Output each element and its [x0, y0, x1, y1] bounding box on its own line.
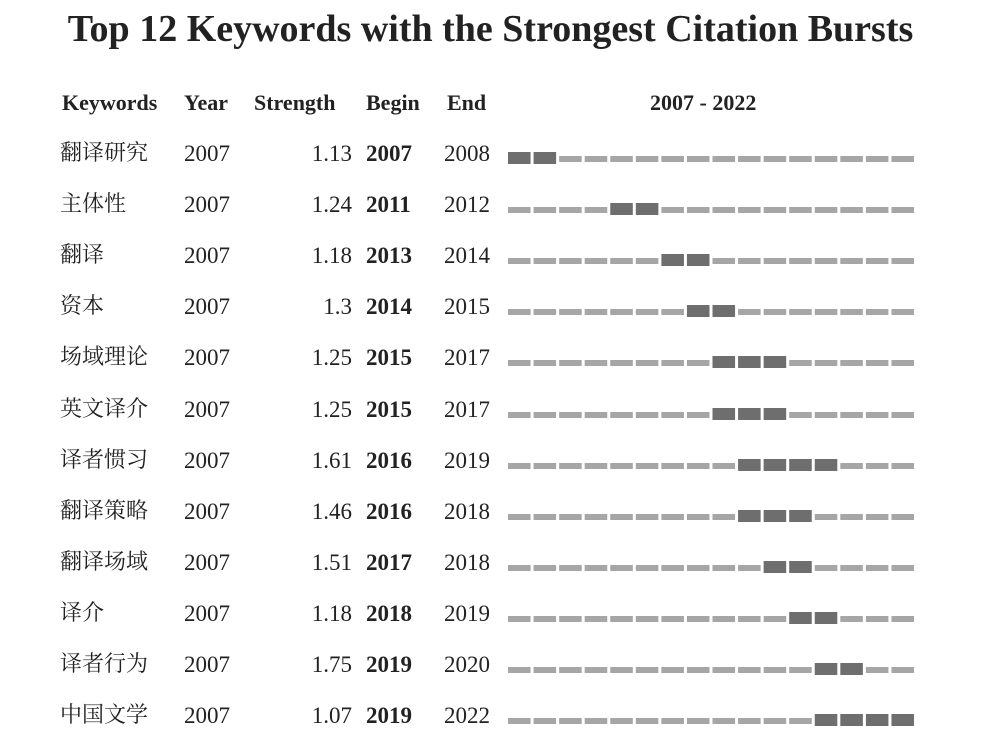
baseline-segment — [585, 616, 608, 622]
burst-segment — [738, 459, 761, 471]
baseline-segment — [866, 514, 889, 520]
burst-segment — [815, 459, 838, 471]
end-cell: 2022 — [444, 703, 490, 729]
baseline-segment — [789, 667, 812, 673]
strength-cell: 1.3 — [323, 294, 352, 320]
baseline-segment — [687, 207, 710, 213]
burst-segment — [815, 612, 838, 624]
baseline-segment — [534, 616, 557, 622]
table-row — [0, 190, 981, 241]
baseline-segment — [764, 156, 787, 162]
burst-timeline — [508, 343, 920, 373]
year-cell: 2007 — [184, 192, 230, 218]
baseline-segment — [610, 718, 633, 724]
end-cell: 2012 — [444, 192, 490, 218]
begin-cell: 2014 — [366, 294, 412, 320]
header-begin: Begin — [366, 90, 420, 115]
year-cell: 2007 — [184, 141, 230, 166]
burst-timeline — [508, 241, 920, 271]
baseline-segment — [840, 412, 863, 418]
keyword-cell: 译介 — [60, 600, 105, 626]
baseline-segment — [891, 309, 914, 315]
burst-timeline — [508, 701, 920, 731]
baseline-segment — [866, 207, 889, 213]
baseline-segment — [508, 258, 531, 264]
strength-cell: 1.13 — [311, 141, 352, 166]
end-cell: 2014 — [444, 243, 490, 269]
baseline-segment — [534, 667, 557, 673]
baseline-segment — [661, 718, 684, 724]
burst-segment — [661, 254, 684, 266]
baseline-segment — [815, 258, 838, 264]
baseline-segment — [559, 667, 582, 673]
table-row — [0, 241, 981, 292]
strength-cell: 1.25 — [311, 396, 352, 422]
baseline-segment — [891, 156, 914, 162]
baseline-segment — [534, 309, 557, 315]
burst-segment — [866, 714, 889, 726]
burst-segment — [789, 612, 812, 624]
baseline-segment — [585, 258, 608, 264]
baseline-segment — [815, 565, 838, 571]
year-cell: 2007 — [184, 600, 230, 626]
baseline-segment — [687, 616, 710, 622]
baseline-segment — [559, 412, 582, 418]
baseline-segment — [559, 156, 582, 162]
table-row — [0, 343, 981, 394]
baseline-segment — [661, 514, 684, 520]
header-strength: Strength — [254, 90, 336, 115]
baseline-segment — [610, 412, 633, 418]
burst-segment — [636, 203, 659, 215]
baseline-segment — [789, 156, 812, 162]
strength-cell: 1.46 — [311, 498, 352, 524]
baseline-segment — [713, 616, 736, 622]
baseline-segment — [891, 258, 914, 264]
baseline-segment — [764, 258, 787, 264]
year-cell: 2007 — [184, 703, 230, 729]
burst-timeline — [508, 190, 920, 220]
baseline-segment — [891, 565, 914, 571]
baseline-segment — [534, 718, 557, 724]
baseline-segment — [891, 412, 914, 418]
table-row — [0, 701, 981, 752]
baseline-segment — [610, 156, 633, 162]
baseline-segment — [559, 718, 582, 724]
baseline-segment — [866, 360, 889, 366]
baseline-segment — [585, 667, 608, 673]
burst-segment — [713, 408, 736, 420]
baseline-segment — [738, 309, 761, 315]
baseline-segment — [866, 412, 889, 418]
baseline-segment — [738, 667, 761, 673]
baseline-segment — [815, 309, 838, 315]
baseline-segment — [508, 360, 531, 366]
baseline-segment — [815, 207, 838, 213]
baseline-segment — [585, 514, 608, 520]
baseline-segment — [687, 718, 710, 724]
baseline-segment — [713, 156, 736, 162]
baseline-segment — [815, 514, 838, 520]
baseline-segment — [610, 616, 633, 622]
burst-timeline — [508, 650, 920, 680]
baseline-segment — [610, 258, 633, 264]
burst-timeline — [508, 139, 920, 169]
burst-segment — [840, 663, 863, 675]
burst-segment — [713, 305, 736, 317]
baseline-segment — [585, 207, 608, 213]
year-cell: 2007 — [184, 652, 230, 677]
keyword-cell: 资本 — [60, 294, 105, 320]
begin-cell: 2016 — [366, 447, 412, 473]
baseline-segment — [636, 463, 659, 469]
baseline-segment — [866, 309, 889, 315]
strength-cell: 1.24 — [311, 192, 352, 218]
table-row — [0, 446, 981, 497]
baseline-segment — [661, 360, 684, 366]
baseline-segment — [661, 616, 684, 622]
end-cell: 2015 — [444, 294, 490, 320]
begin-cell: 2011 — [366, 192, 411, 218]
baseline-segment — [840, 514, 863, 520]
baseline-segment — [840, 309, 863, 315]
baseline-segment — [508, 514, 531, 520]
baseline-segment — [891, 463, 914, 469]
baseline-segment — [661, 667, 684, 673]
baseline-segment — [534, 412, 557, 418]
baseline-segment — [636, 258, 659, 264]
keyword-cell: 场域理论 — [60, 345, 149, 371]
baseline-segment — [559, 258, 582, 264]
burst-timeline — [508, 599, 920, 629]
begin-cell: 2015 — [366, 396, 412, 422]
keyword-cell: 中国文学 — [60, 703, 149, 729]
baseline-segment — [508, 718, 531, 724]
burst-segment — [789, 459, 812, 471]
begin-cell: 2019 — [366, 652, 412, 677]
keyword-cell: 译者惯习 — [60, 447, 149, 473]
baseline-segment — [713, 565, 736, 571]
baseline-segment — [508, 616, 531, 622]
baseline-segment — [713, 667, 736, 673]
baseline-segment — [764, 207, 787, 213]
baseline-segment — [891, 514, 914, 520]
baseline-segment — [764, 616, 787, 622]
baseline-segment — [866, 616, 889, 622]
baseline-segment — [738, 258, 761, 264]
burst-segment — [738, 408, 761, 420]
burst-segment — [687, 254, 710, 266]
baseline-segment — [508, 412, 531, 418]
baseline-segment — [815, 412, 838, 418]
baseline-segment — [687, 463, 710, 469]
end-cell: 2017 — [444, 396, 490, 422]
baseline-segment — [840, 616, 863, 622]
baseline-segment — [789, 258, 812, 264]
strength-cell: 1.18 — [311, 243, 352, 269]
burst-segment — [840, 714, 863, 726]
baseline-segment — [508, 207, 531, 213]
year-cell: 2007 — [184, 345, 230, 371]
baseline-segment — [815, 156, 838, 162]
strength-cell: 1.07 — [311, 703, 352, 729]
year-cell: 2007 — [184, 294, 230, 320]
baseline-segment — [687, 412, 710, 418]
strength-cell: 1.51 — [311, 549, 352, 575]
keyword-cell: 翻译场域 — [60, 549, 149, 575]
baseline-segment — [636, 309, 659, 315]
baseline-segment — [534, 207, 557, 213]
strength-cell: 1.75 — [311, 652, 352, 677]
header-year: Year — [184, 90, 228, 115]
table-row — [0, 292, 981, 343]
table-row — [0, 497, 981, 548]
begin-cell: 2019 — [366, 703, 412, 729]
burst-segment — [738, 510, 761, 522]
keyword-cell: 翻译研究 — [60, 141, 149, 166]
year-cell: 2007 — [184, 498, 230, 524]
burst-timeline — [508, 548, 920, 578]
header-range: 2007 - 2022 — [650, 90, 757, 115]
baseline-segment — [636, 360, 659, 366]
baseline-segment — [636, 718, 659, 724]
year-cell: 2007 — [184, 447, 230, 473]
baseline-segment — [789, 360, 812, 366]
baseline-segment — [840, 565, 863, 571]
baseline-segment — [866, 565, 889, 571]
table-row — [0, 548, 981, 599]
baseline-segment — [738, 718, 761, 724]
burst-segment — [789, 510, 812, 522]
burst-segment — [534, 152, 557, 164]
baseline-segment — [508, 309, 531, 315]
baseline-segment — [661, 309, 684, 315]
baseline-segment — [840, 463, 863, 469]
burst-segment — [891, 714, 914, 726]
baseline-segment — [508, 463, 531, 469]
baseline-segment — [738, 565, 761, 571]
baseline-segment — [661, 463, 684, 469]
end-cell: 2019 — [444, 600, 490, 626]
baseline-segment — [636, 565, 659, 571]
baseline-segment — [687, 565, 710, 571]
baseline-segment — [891, 360, 914, 366]
baseline-segment — [636, 616, 659, 622]
baseline-segment — [559, 207, 582, 213]
burst-timeline — [508, 292, 920, 322]
baseline-segment — [610, 309, 633, 315]
burst-segment — [508, 152, 531, 164]
baseline-segment — [815, 360, 838, 366]
baseline-segment — [636, 667, 659, 673]
burst-timeline — [508, 395, 920, 425]
baseline-segment — [559, 565, 582, 571]
baseline-segment — [559, 514, 582, 520]
burst-segment — [738, 356, 761, 368]
baseline-segment — [508, 565, 531, 571]
chart-title: Top 12 Keywords with the Strongest Citation Bursts — [67, 8, 914, 50]
begin-cell: 2015 — [366, 345, 412, 371]
baseline-segment — [840, 258, 863, 264]
keyword-cell: 主体性 — [60, 192, 127, 218]
end-cell: 2020 — [444, 652, 490, 677]
table-row — [0, 139, 981, 190]
baseline-segment — [891, 667, 914, 673]
table-row — [0, 599, 981, 650]
baseline-segment — [534, 258, 557, 264]
baseline-segment — [610, 667, 633, 673]
baseline-segment — [559, 463, 582, 469]
baseline-segment — [559, 616, 582, 622]
baseline-segment — [713, 514, 736, 520]
baseline-segment — [610, 360, 633, 366]
begin-cell: 2013 — [366, 243, 412, 269]
baseline-segment — [585, 309, 608, 315]
baseline-segment — [687, 360, 710, 366]
baseline-segment — [866, 667, 889, 673]
baseline-segment — [738, 207, 761, 213]
baseline-segment — [508, 667, 531, 673]
baseline-segment — [866, 156, 889, 162]
baseline-segment — [713, 207, 736, 213]
baseline-segment — [585, 718, 608, 724]
baseline-segment — [610, 463, 633, 469]
baseline-segment — [534, 360, 557, 366]
keyword-cell: 翻译策略 — [60, 498, 149, 524]
baseline-segment — [713, 258, 736, 264]
begin-cell: 2018 — [366, 600, 412, 626]
baseline-segment — [661, 207, 684, 213]
baseline-segment — [636, 514, 659, 520]
end-cell: 2018 — [444, 498, 490, 524]
baseline-segment — [687, 667, 710, 673]
baseline-segment — [764, 309, 787, 315]
baseline-segment — [559, 360, 582, 366]
baseline-segment — [687, 514, 710, 520]
begin-cell: 2017 — [366, 549, 412, 575]
baseline-segment — [866, 258, 889, 264]
baseline-segment — [764, 667, 787, 673]
baseline-segment — [559, 309, 582, 315]
begin-cell: 2016 — [366, 498, 412, 524]
baseline-segment — [789, 412, 812, 418]
burst-segment — [610, 203, 633, 215]
baseline-segment — [534, 463, 557, 469]
baseline-segment — [891, 207, 914, 213]
strength-cell: 1.25 — [311, 345, 352, 371]
baseline-segment — [764, 718, 787, 724]
baseline-segment — [840, 207, 863, 213]
baseline-segment — [891, 616, 914, 622]
burst-segment — [764, 459, 787, 471]
baseline-segment — [534, 565, 557, 571]
burst-segment — [764, 408, 787, 420]
baseline-segment — [585, 412, 608, 418]
baseline-segment — [585, 360, 608, 366]
strength-cell: 1.61 — [311, 447, 352, 473]
burst-segment — [789, 561, 812, 573]
year-cell: 2007 — [184, 396, 230, 422]
baseline-segment — [687, 156, 710, 162]
baseline-segment — [789, 309, 812, 315]
baseline-segment — [789, 718, 812, 724]
end-cell: 2008 — [444, 141, 490, 166]
baseline-segment — [636, 156, 659, 162]
keyword-cell: 译者行为 — [60, 652, 149, 677]
baseline-segment — [534, 514, 557, 520]
baseline-segment — [738, 616, 761, 622]
header-keywords: Keywords — [62, 90, 158, 115]
year-cell: 2007 — [184, 243, 230, 269]
baseline-segment — [789, 207, 812, 213]
baseline-segment — [661, 412, 684, 418]
burst-segment — [764, 510, 787, 522]
table-row — [0, 395, 981, 446]
burst-segment — [764, 356, 787, 368]
table-row — [0, 650, 981, 701]
burst-segment — [764, 561, 787, 573]
baseline-segment — [738, 156, 761, 162]
burst-segment — [815, 714, 838, 726]
end-cell: 2017 — [444, 345, 490, 371]
baseline-segment — [866, 463, 889, 469]
burst-timeline — [508, 497, 920, 527]
baseline-segment — [585, 156, 608, 162]
keyword-cell: 翻译 — [60, 243, 105, 269]
baseline-segment — [713, 463, 736, 469]
end-cell: 2018 — [444, 549, 490, 575]
burst-timeline — [508, 446, 920, 476]
header-end: End — [447, 90, 487, 115]
burst-segment — [687, 305, 710, 317]
baseline-segment — [585, 565, 608, 571]
begin-cell: 2007 — [366, 141, 412, 166]
baseline-segment — [713, 718, 736, 724]
baseline-segment — [636, 412, 659, 418]
baseline-segment — [840, 360, 863, 366]
burst-segment — [815, 663, 838, 675]
year-cell: 2007 — [184, 549, 230, 575]
baseline-segment — [585, 463, 608, 469]
baseline-segment — [610, 565, 633, 571]
end-cell: 2019 — [444, 447, 490, 473]
baseline-segment — [661, 565, 684, 571]
baseline-segment — [661, 156, 684, 162]
burst-segment — [713, 356, 736, 368]
keyword-cell: 英文译介 — [60, 396, 149, 422]
baseline-segment — [840, 156, 863, 162]
baseline-segment — [610, 514, 633, 520]
strength-cell: 1.18 — [311, 600, 352, 626]
